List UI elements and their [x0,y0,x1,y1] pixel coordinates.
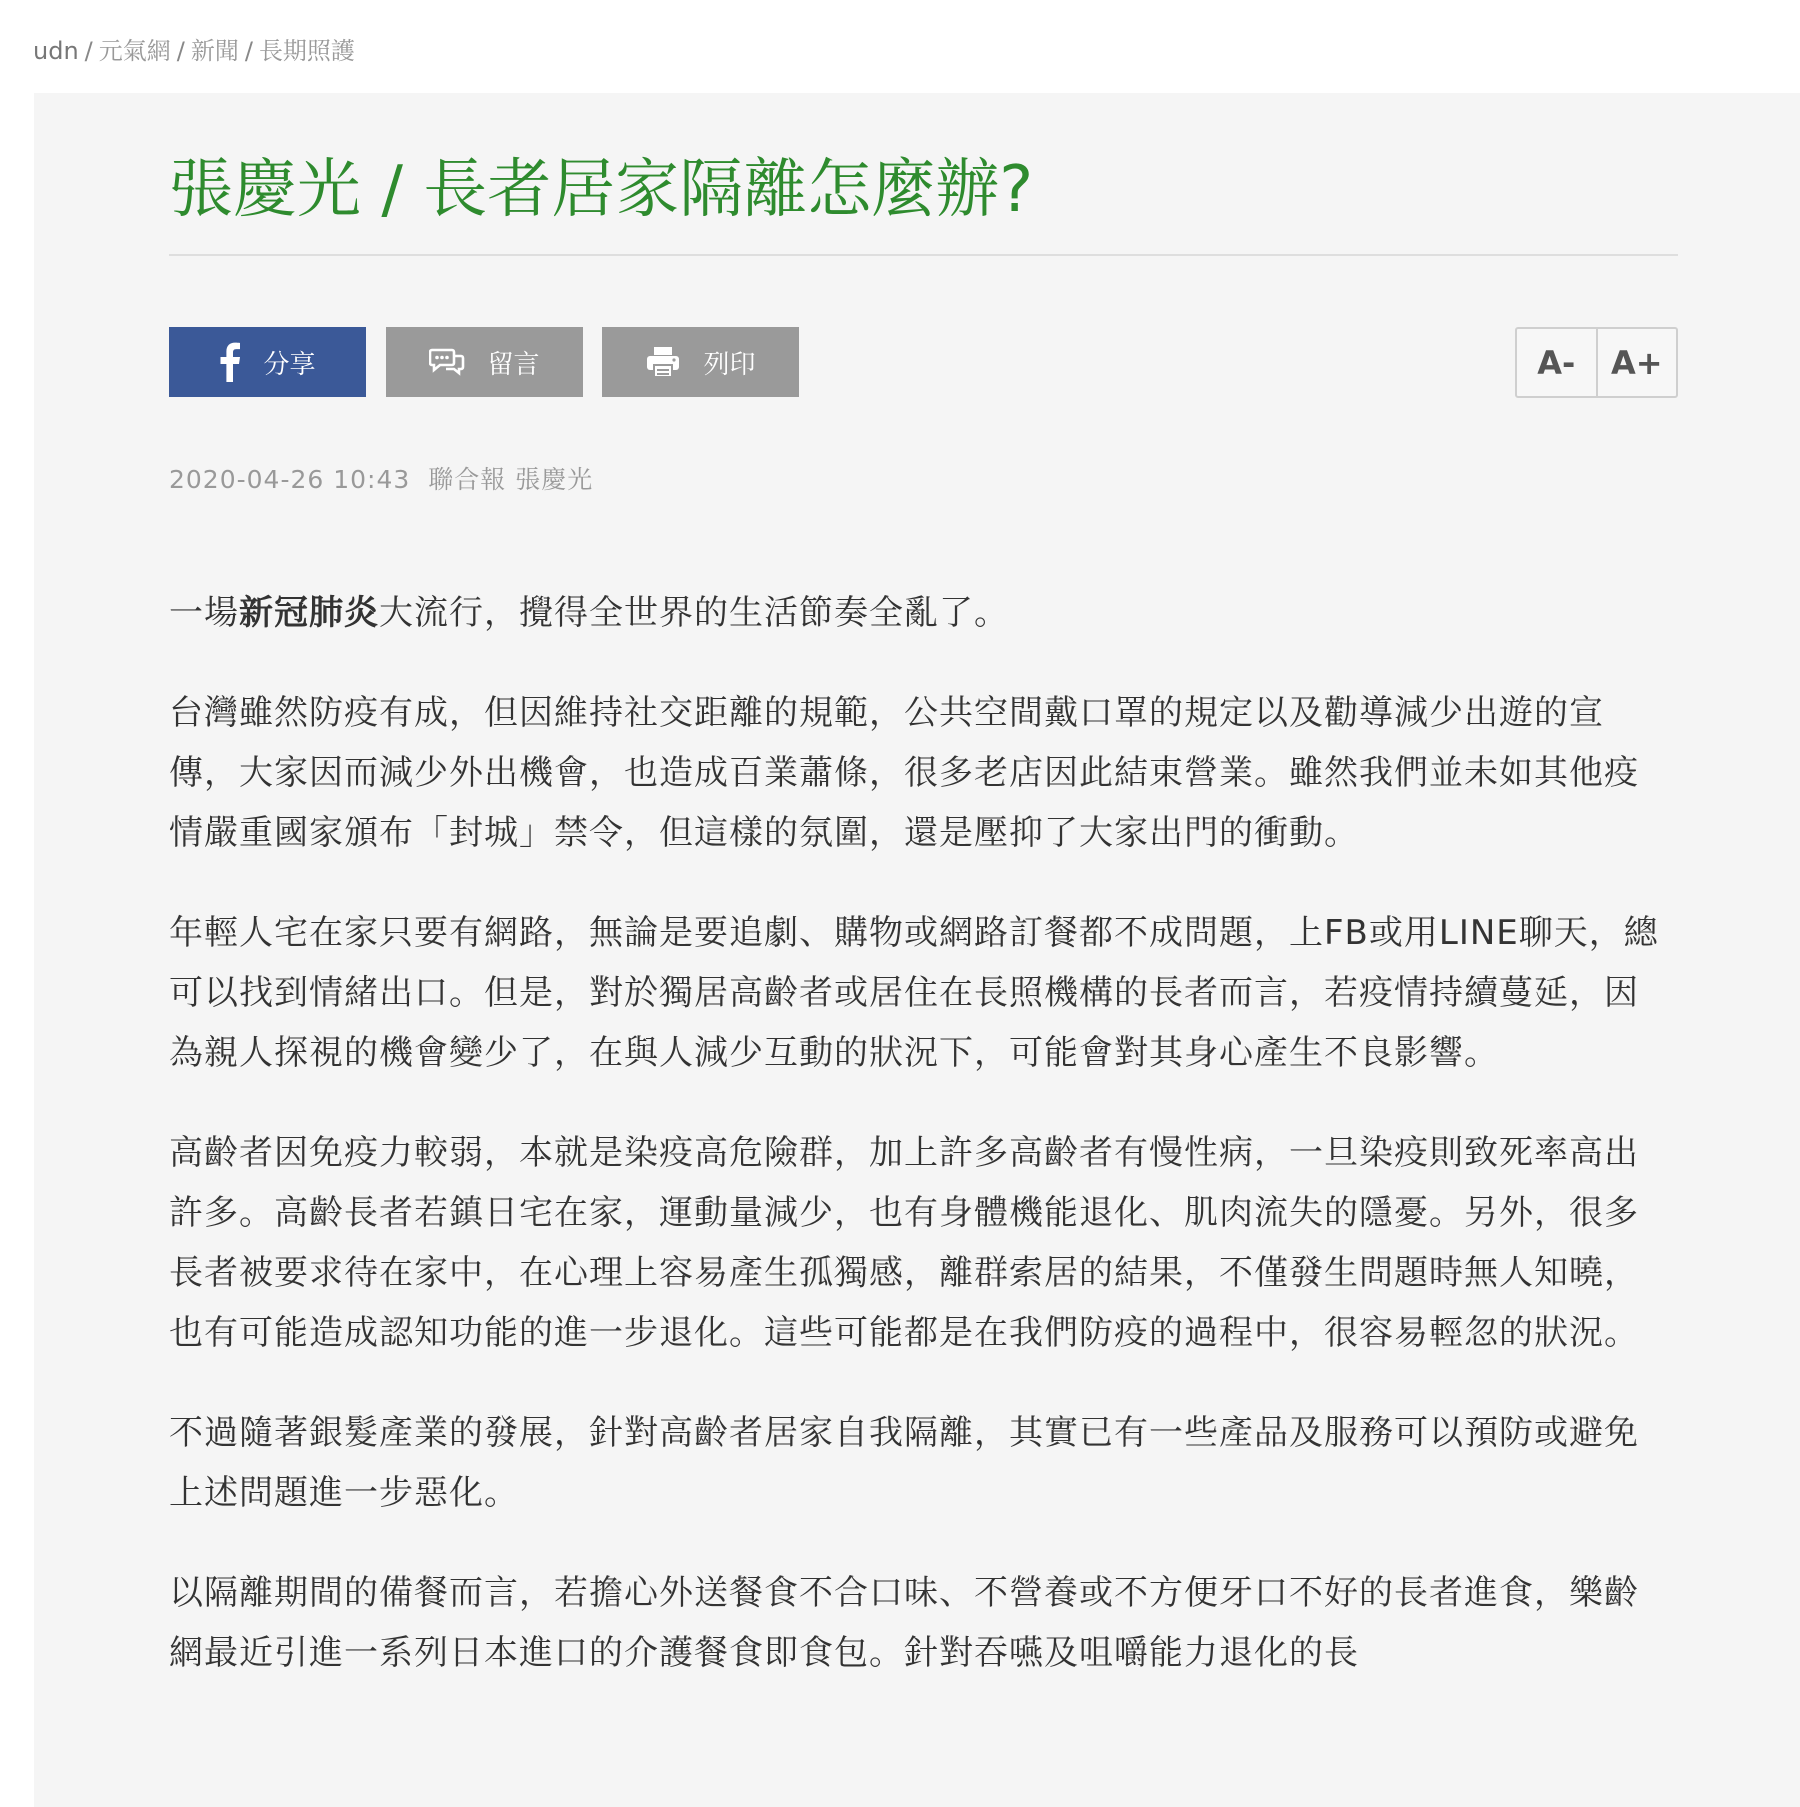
article-body [169,583,1659,1723]
paragraph-text: 一場 [169,593,239,633]
print-button-label: 列印 [703,349,756,380]
article-source: 聯合報 張慶光 [428,465,594,494]
article-paragraph: 不過隨著銀髮產業的發展，針對高齡者居家自我隔離，其實已有一些產品及服務可以預防或避免上述問題進一步惡化。 [169,1413,1639,1513]
share-button-label: 分享 [263,349,316,380]
article-paragraph: 以隔離期間的備餐而言，若擔心外送餐食不合口味、不營養或不方便牙口不好的長者進食，樂齡網最近引進一系列日本進口的介護餐食即食包。針對吞嚥及咀嚼能力退化的長 [169,1573,1639,1673]
article-paragraph [169,583,1659,643]
article-paragraph: 台灣雖然防疫有成，但因維持社交距離的規範，公共空間戴口罩的規定以及勸導減少出遊的宣傳，大家因而減少外出機會，也造成百業蕭條，很多老店因此結束營業。雖然我們並未如其他疫情嚴重國家頒布「封城」禁令，但這樣的氛圍，還是壓抑了大家出門的衝動。 [169,693,1639,853]
font-decrease-button[interactable]: A- [1537,343,1576,382]
breadcrumb-separator: / [84,37,93,65]
share-button[interactable] [169,327,366,397]
breadcrumb [33,34,355,68]
breadcrumb-home-link[interactable]: udn [33,37,79,65]
font-size-controls [1515,327,1678,398]
breadcrumb-item-health[interactable]: 元氣網 [98,37,171,65]
comment-button-label: 留言 [487,349,540,380]
article-meta [169,462,593,498]
publish-datetime: 2020-04-26 10:43 [169,465,411,494]
keyword-link[interactable]: 新冠肺炎 [239,593,379,633]
breadcrumb-item-news[interactable]: 新聞 [190,37,239,65]
article-paragraph: 年輕人宅在家只要有網路，無論是要追劇、購物或網路訂餐都不成問題，上FB或用LINE聊天，總可以找到情緒出口。但是，對於獨居高齡者或居住在長照機構的長者而言，若疫情持續蔓延，因為親人探視的機會變少了，在與人減少互動的狀況下，可能會對其身心產生不良影響。 [169,913,1659,1073]
print-button[interactable] [602,327,799,397]
comment-button[interactable] [386,327,583,397]
facebook-icon [219,342,241,382]
breadcrumb-item-long-term-care[interactable]: 長期照護 [258,37,355,65]
breadcrumb-separator: / [176,37,185,65]
comment-icon [429,347,465,377]
printer-icon [645,345,681,379]
title-divider [169,254,1678,256]
article-paragraph: 高齡者因免疫力較弱，本就是染疫高危險群，加上許多高齡者有慢性病，一旦染疫則致死率高出許多。高齡長者若鎮日宅在家，運動量減少，也有身體機能退化、肌肉流失的隱憂。另外，很多長者被要求待在家中，在心理上容易產生孤獨感，離群索居的結果，不僅發生問題時無人知曉，也有可能造成認知功能的進一步退化。這些可能都是在我們防疫的過程中，很容易輕忽的狀況。 [169,1133,1639,1353]
paragraph-text: 大流行，攪得全世界的生活節奏全亂了。 [379,593,1009,633]
font-increase-button[interactable]: A+ [1610,343,1663,382]
breadcrumb-separator: / [244,37,253,65]
article-title: 張慶光 / 長者居家隔離怎麼辦? [169,153,1034,227]
